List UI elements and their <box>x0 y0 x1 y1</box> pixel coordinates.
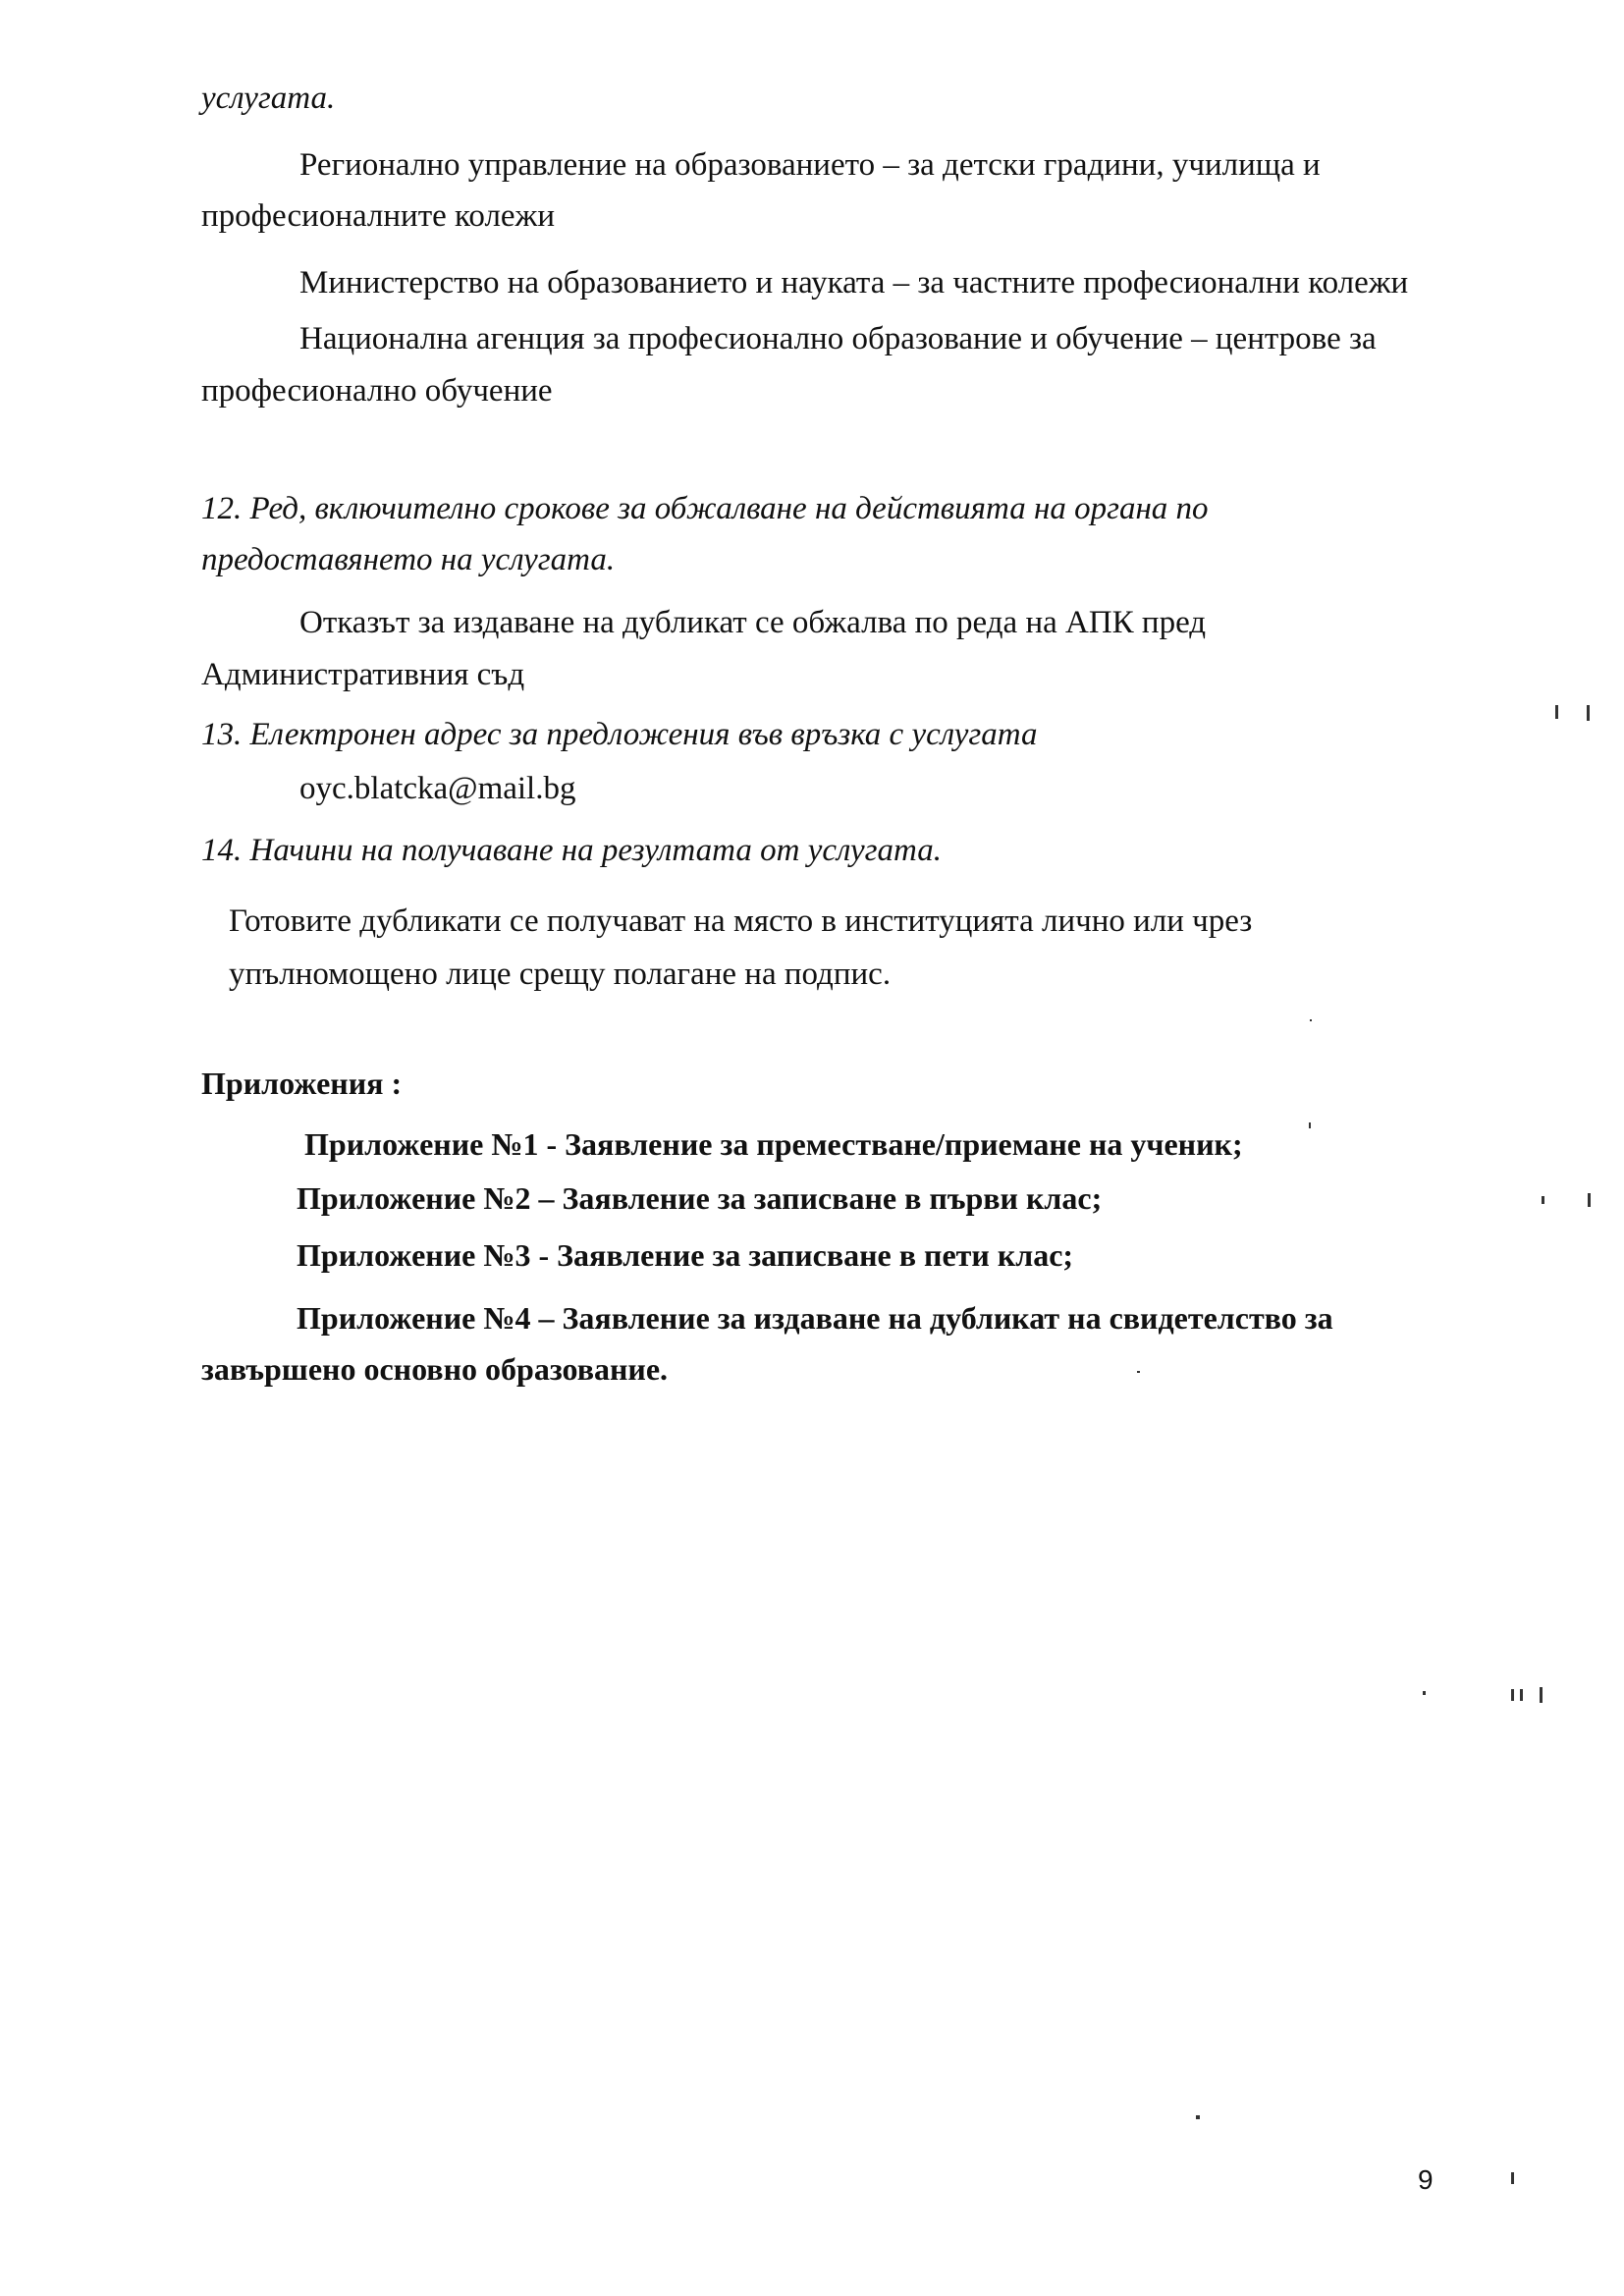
scan-speck <box>1137 1371 1140 1373</box>
section-13-email: oyc.blatcka@mail.bg <box>299 771 576 806</box>
appendix-item-1: Приложение №1 - Заявление за преместване/приемане на ученик; <box>304 1126 1243 1162</box>
scan-speck <box>1542 1196 1544 1204</box>
scan-speck <box>1540 1687 1543 1703</box>
scan-speck <box>1309 1122 1311 1128</box>
service-continuation: услугата. <box>201 81 336 116</box>
section-12-heading-cont: предоставянето на услугата. <box>201 542 616 577</box>
section-12-heading: 12. Ред, включително срокове за обжалване на действията на органа по <box>201 491 1209 526</box>
page-number: 9 <box>1418 2164 1434 2195</box>
scan-speck <box>1555 705 1558 719</box>
national-agency-line-cont: професионално обучение <box>201 373 553 409</box>
section-12-text: Отказът за издаване на дубликат се обжалва по реда на АПК пред <box>299 605 1207 640</box>
regional-office-line-cont: професионалните колежи <box>201 198 556 234</box>
scan-speck <box>1196 2115 1200 2119</box>
appendix-title: Приложения : <box>201 1066 403 1101</box>
regional-office-line: Регионално управление на образованието – за детски градини, училища и <box>299 147 1321 183</box>
scan-speck <box>1310 1019 1312 1021</box>
ministry-line: Министерство на образованието и науката – за частните професионални колежи <box>299 265 1409 301</box>
appendix-item-4-cont: завършено основно образование. <box>201 1351 669 1387</box>
scan-speck <box>1520 1689 1523 1701</box>
scan-speck <box>1423 1691 1426 1695</box>
section-14-text-cont: упълномощено лице срещу полагане на подпис. <box>229 957 892 992</box>
national-agency-line: Национална агенция за професионално образование и обучение – центрове за <box>299 321 1377 356</box>
scan-speck <box>1511 1689 1514 1701</box>
section-12-text-cont: Административния съд <box>201 657 525 692</box>
scan-speck <box>1511 2172 1514 2184</box>
section-14-heading: 14. Начини на получаване на резултата от услугата. <box>201 833 942 868</box>
appendix-item-2: Приложение №2 – Заявление за записване в първи клас; <box>297 1180 1103 1216</box>
scan-speck <box>1587 705 1590 721</box>
appendix-item-3: Приложение №3 - Заявление за записване в пети клас; <box>297 1237 1074 1273</box>
section-14-text: Готовите дубликати се получават на място в институцията лично или чрез <box>229 903 1253 939</box>
scan-speck <box>1588 1193 1591 1207</box>
appendix-item-4: Приложение №4 – Заявление за издаване на дубликат на свидетелство за <box>297 1300 1333 1336</box>
section-13-heading: 13. Електронен адрес за предложения във връзка с услугата <box>201 717 1038 752</box>
